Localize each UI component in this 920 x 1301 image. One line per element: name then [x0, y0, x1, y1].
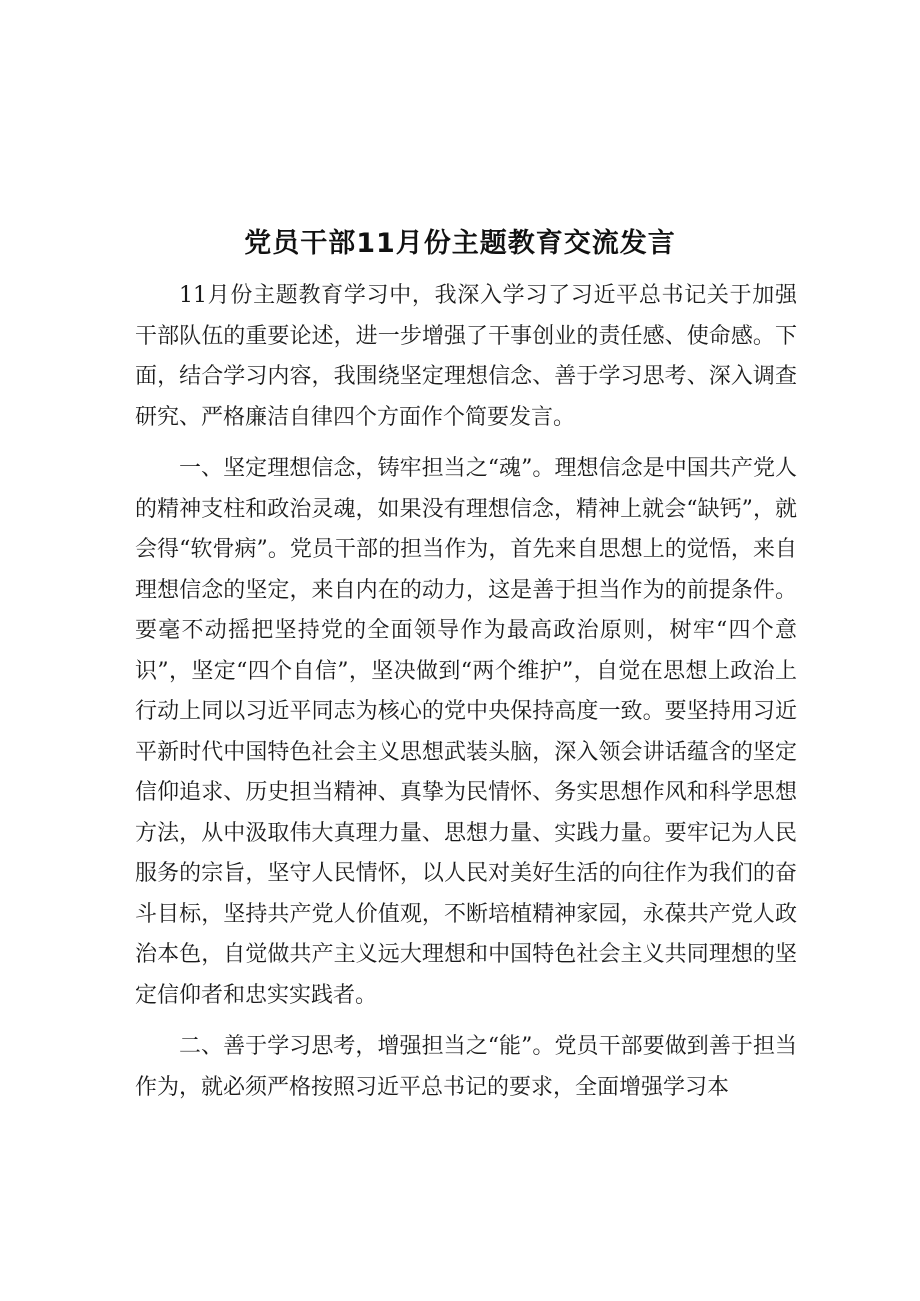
paragraph-section-one: 一、坚定理想信念，铸牢担当之“魂”。理想信念是中国共产党人的精神支柱和政治灵魂，如果没有理想信念，精神上就会“缺钙”，就会得“软骨病”。党员干部的担当作为，首先来自思想上的觉悟，来自理想信念的坚定，来自内在的动力，这是善于担当作为的前提条件。要毫不动摇把坚持党的全面领导作为最高政治原则，树牢“四个意识”，坚定“四个自信”，坚决做到“两个维护”，自觉在思想上政治上行动上同以习近平同志为核心的党中央保持高度一致。要坚持用习近平新时代中国特色社会主义思想武装头脑，深入领会讲话蕴含的坚定信仰追求、历史担当精神、真挚为民情怀、务实思想作风和科学思想方法，从中汲取伟大真理力量、思想力量、实践力量。要牢记为人民服务的宗旨，坚守人民情怀，以人民对美好生活的向往作为我们的奋斗目标，坚持共产党人价值观，不断培植精神家园，永葆共产党人政治本色，自觉做共产主义远大理想和中国特色社会主义共同理想的坚定信仰者和忠实实践者。: [135, 456, 797, 1008]
document-title: 党员干部11月份主题教育交流发言: [244, 228, 676, 259]
paragraph-section-two: 二、善于学习思考，增强担当之“能”。党员干部要做到善于担当作为，就必须严格按照习近平总书记的要求，全面增强学习本: [135, 1034, 797, 1100]
document-body: [135, 276, 797, 1119]
paragraph-intro: 11月份主题教育学习中，我深入学习了习近平总书记关于加强干部队伍的重要论述，进一步增强了干事创业的责任感、使命感。下面，结合学习内容，我围绕坚定理想信念、善于学习思考、深入调查研究、严格廉洁自律四个方面作个简要发言。: [135, 283, 797, 430]
